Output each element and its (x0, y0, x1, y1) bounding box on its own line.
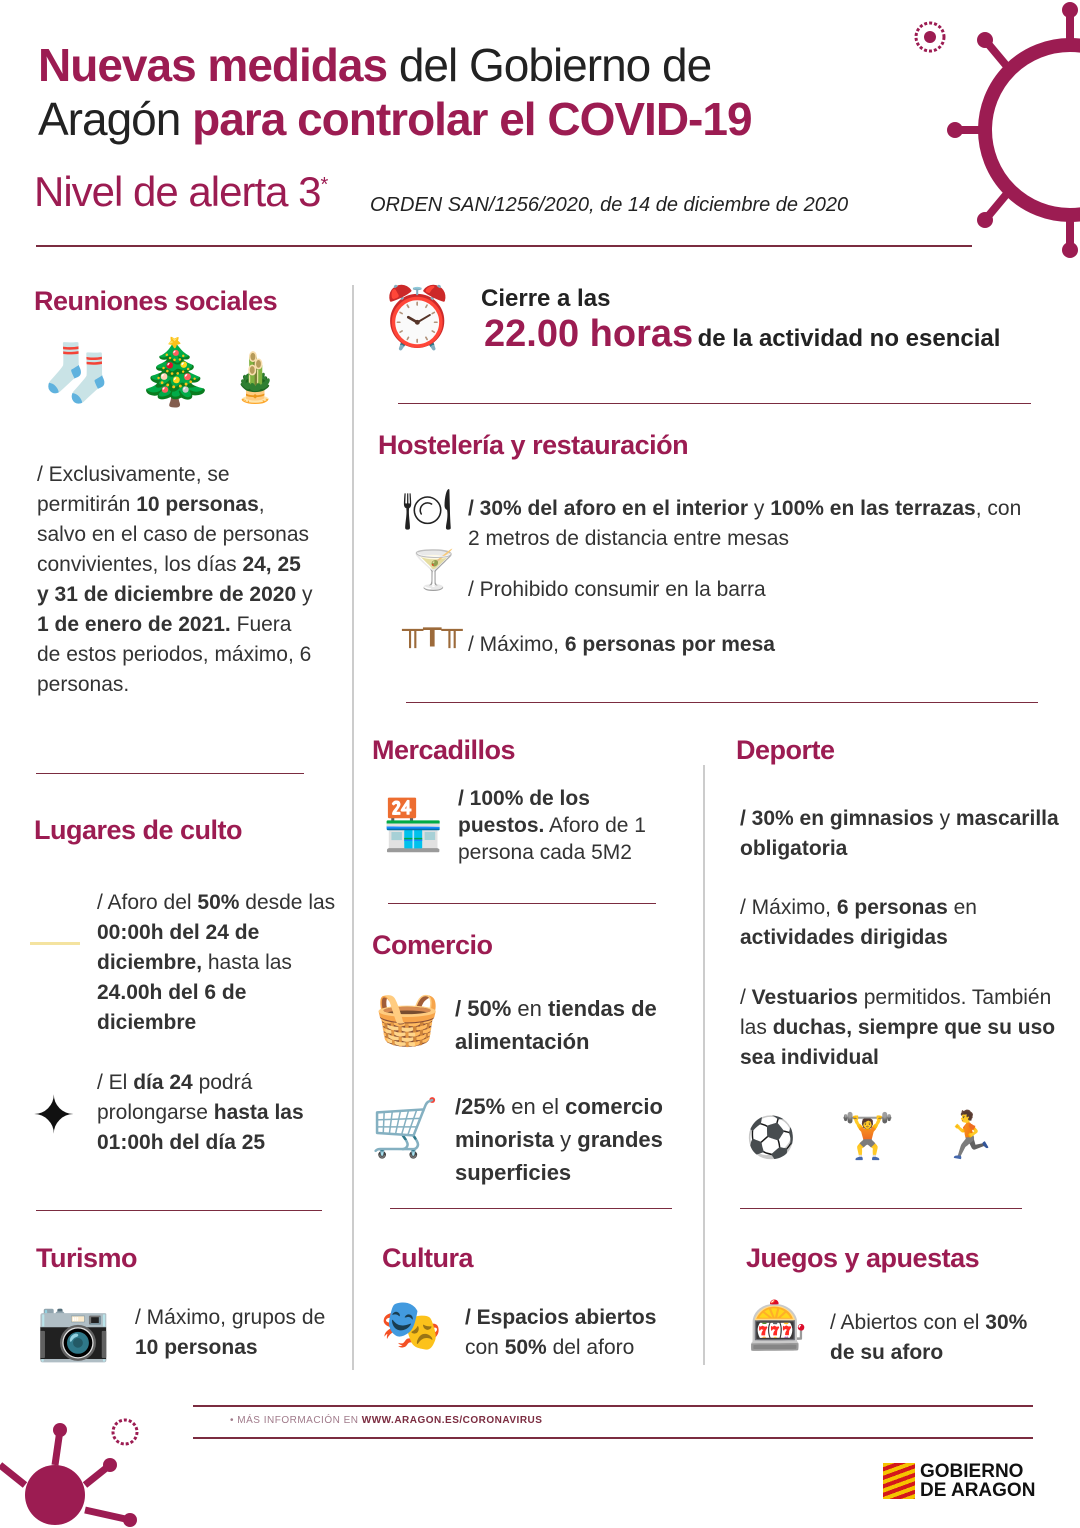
text-segment: 10 personas (136, 493, 259, 516)
text-segment: en (511, 996, 548, 1021)
text-segment: Fuera de estos periodos, máximo, 6 personas. (37, 613, 312, 696)
alert-text: Nivel de alerta 3 (34, 168, 321, 215)
text-segment: 50% (197, 891, 240, 914)
hosteleria-item (468, 630, 1038, 660)
text-segment: mascarilla obligatoria (740, 807, 1059, 860)
text-segment: / El (97, 1071, 134, 1094)
text-segment: Aforo de 1 persona cada 5M2 (458, 814, 646, 864)
ornament-icon: 🎍 (225, 352, 285, 405)
text-segment: comercio minorista (455, 1094, 663, 1152)
shopping-cart-icon: 🛒 (370, 1096, 440, 1159)
text-segment: duchas, siempre que su uso sea individual (740, 1016, 1056, 1069)
comercio-item (455, 992, 695, 1058)
text-segment: / 30% en gimnasios (740, 807, 934, 830)
text-segment: 50% (504, 1336, 547, 1359)
title-line-1 (38, 38, 711, 92)
text-segment: 1 de enero de 2021. (37, 613, 231, 636)
christmas-tree-icon: 🎄 (135, 336, 215, 408)
cultura-text (465, 1303, 695, 1363)
text-segment: grandes superficies (455, 1127, 663, 1185)
text-segment: y (748, 497, 771, 520)
text-segment: en el (505, 1094, 566, 1119)
text-segment: y (296, 583, 313, 606)
alert-mark: * (320, 174, 328, 196)
text-segment: actividades dirigidas (740, 926, 948, 949)
text-segment: del Gobierno de (387, 39, 712, 91)
section-title-cultura: Cultura (382, 1243, 473, 1273)
cocktail-icon: 🍸 (410, 550, 458, 592)
text-segment: del aforo (546, 1336, 635, 1359)
text-segment: , con 2 metros de distancia entre mesas (468, 497, 1022, 550)
text-segment: y (554, 1127, 578, 1152)
text-segment: 10 personas (135, 1336, 258, 1359)
text-segment: / Abiertos con el (830, 1311, 986, 1334)
text-segment: / 50% (455, 996, 512, 1021)
deporte-item (740, 983, 1060, 1073)
title-line-2 (38, 92, 752, 146)
light-icon (30, 942, 80, 945)
star-icon: ✦ (32, 1087, 76, 1145)
section-title-comercio: Comercio (372, 930, 493, 960)
deporte-item (740, 804, 1060, 864)
text-segment: /25% (455, 1094, 506, 1119)
basket-icon: 🧺 (375, 990, 440, 1048)
culto-item (97, 888, 342, 1038)
section-title-reuniones: Reuniones sociales (34, 286, 278, 316)
mercadillos-text (458, 785, 678, 866)
section-title-juegos: Juegos y apuestas (746, 1243, 980, 1273)
juegos-text (830, 1308, 1050, 1368)
market-stall-icon: 🏪 (382, 797, 445, 853)
small-virus-icon (905, 12, 955, 62)
runner-icon: 🏃 (940, 1109, 998, 1161)
text-segment: 00:00h del 24 de diciembre, (97, 921, 260, 974)
text-segment: para controlar el COVID-19 (192, 93, 752, 145)
text-segment: / Espacios abiertos (465, 1306, 657, 1329)
text-segment: / Máximo, (740, 896, 837, 919)
comercio-item (455, 1090, 695, 1189)
text-segment: / Prohibido consumir en la barra (468, 578, 766, 601)
text-segment: 24.00h del 6 de diciembre (97, 981, 247, 1034)
alarm-clock-icon: ⏰ (380, 284, 455, 351)
weightlifter-icon: 🏋 (840, 1112, 895, 1161)
text-segment: / Exclusivamente, se permitirán (37, 463, 230, 516)
hosteleria-item (468, 494, 1038, 554)
text-segment: 6 personas por mesa (564, 633, 775, 656)
more-info-link[interactable]: WWW.ARAGON.ES/CORONAVIRUS (361, 1415, 543, 1426)
more-info-label: MÁS INFORMACIÓN EN (237, 1415, 362, 1426)
text-segment: Aragón (38, 93, 193, 145)
hosteleria-item (468, 575, 1038, 605)
camera-icon: 📷 (36, 1296, 111, 1363)
text-segment: día 24 (133, 1071, 193, 1094)
soccer-ball-icon: ⚽ (746, 1116, 796, 1160)
culto-item (97, 1068, 342, 1158)
text-segment: hasta las 01:00h del día 25 (97, 1101, 304, 1154)
section-title-turismo: Turismo (36, 1243, 138, 1273)
text-segment: y (933, 807, 956, 830)
text-segment: 24, 25 y 31 de diciembre de 2020 (37, 553, 301, 606)
section-title-culto: Lugares de culto (34, 815, 243, 845)
section-title-hosteleria: Hostelería y restauración (378, 430, 689, 460)
section-title-deporte: Deporte (736, 735, 835, 765)
text-segment: / (740, 986, 752, 1009)
aragon-flag-icon (883, 1463, 915, 1499)
text-segment: 6 personas (836, 896, 948, 919)
turismo-text (135, 1303, 335, 1363)
text-segment: , salvo en el caso de personas convivientes, los días (37, 493, 310, 576)
stocking-icon: 🧦 (42, 341, 112, 404)
cierre-line-2 (484, 313, 1000, 356)
text-segment: hasta las (202, 951, 292, 974)
cierre-line-1: Cierre a las (481, 285, 611, 312)
text-segment: podrá prolongarse (97, 1071, 253, 1124)
alert-level (34, 168, 327, 216)
cierre-rest: de la actividad no esencial (697, 325, 1001, 352)
text-segment: / Máximo, grupos de (135, 1306, 326, 1329)
text-segment: con (465, 1336, 505, 1359)
virus-bottom-icon (0, 1410, 150, 1528)
text-segment: en (947, 896, 977, 919)
text-segment: / 100% de los puestos. (458, 787, 590, 837)
deporte-item (740, 893, 1060, 953)
table-icon: ╥┰╥ (402, 613, 463, 646)
text-segment: / Aforo del (97, 891, 198, 914)
section-title-mercadillos: Mercadillos (372, 735, 516, 765)
text-segment: Nuevas medidas (38, 39, 388, 91)
poker-chips-icon: 🎰 (748, 1300, 808, 1353)
text-segment: / 30% del aforo en el interior (468, 497, 749, 520)
reuniones-text (37, 460, 317, 700)
text-segment: 100% en las terrazas (770, 497, 976, 520)
theater-masks-icon: 🎭 (380, 1297, 443, 1353)
text-segment: tiendas de alimentación (455, 996, 657, 1054)
text-segment: 30% de su aforo (830, 1311, 1028, 1364)
virus-icon (940, 0, 1080, 260)
text-segment: Vestuarios (751, 986, 858, 1009)
order-reference: ORDEN SAN/1256/2020, de 14 de diciembre de 2020 (370, 194, 849, 216)
more-info: • MÁS INFORMACIÓN EN WWW.ARAGON.ES/CORONAVIRUS (230, 1415, 543, 1426)
text-segment: desde las (239, 891, 336, 914)
gobierno-logo: GOBIERNO DE ARAGON (920, 1461, 1036, 1501)
cloche-icon: 🍽 (402, 488, 453, 532)
cierre-hour: 22.00 horas (484, 313, 694, 355)
text-segment: / Máximo, (468, 633, 565, 656)
text-segment: permitidos. También las (740, 986, 1052, 1039)
